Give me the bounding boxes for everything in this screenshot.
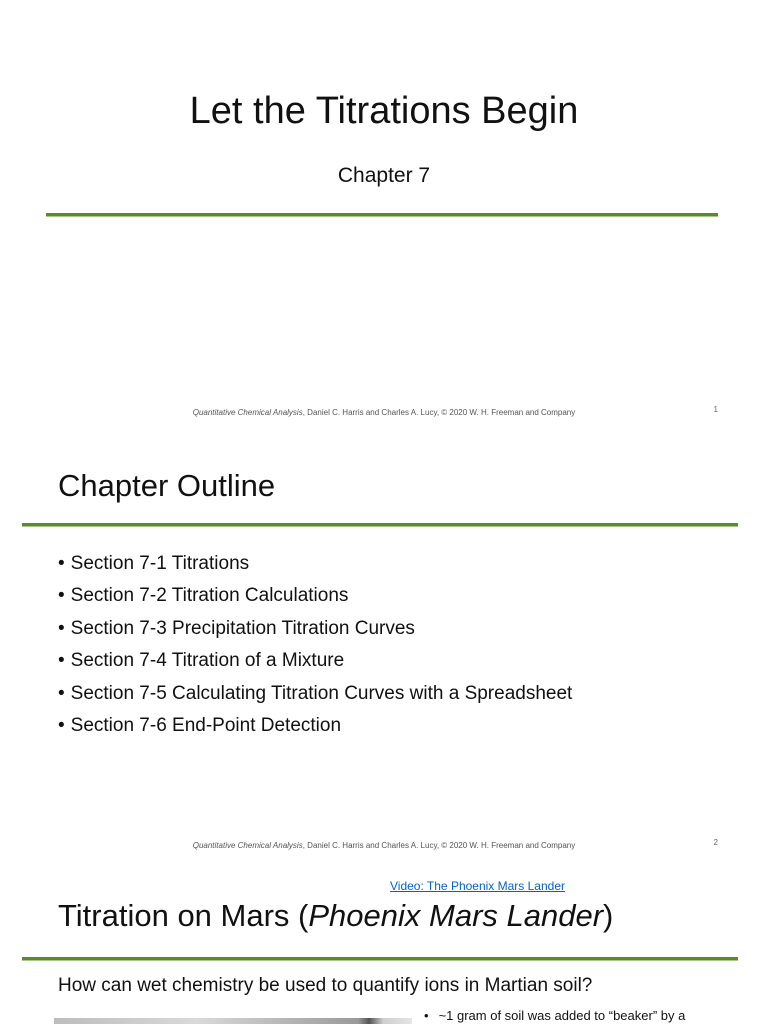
chapter-outline-list [58,548,572,742]
slide-2-footer [0,841,768,850]
bullet-icon: • [58,553,65,574]
bullet-icon: • [58,617,65,639]
slide-1-page-number: 1 [713,405,718,414]
mars-lander-image [54,1018,412,1024]
outline-item-text: Section 7-6 End-Point Detection [70,715,342,737]
outline-item-text: Section 7-3 Precipitation Titration Curves [70,617,415,639]
slide-3-question: How can wet chemistry be used to quantify ions in Martian soil? [58,975,593,996]
bullet-icon: • [424,1008,429,1023]
slide-1-subtitle: Chapter 7 [337,164,431,187]
slide-1-footer-credits: , Daniel C. Harris and Charles A. Lucy, © 2020 W. H. Freeman and Company [302,408,576,417]
slide-3-bullet-text: ~1 gram of soil was added to “beaker” by a [438,1008,686,1023]
outline-item-text: Section 7-4 Titration of a Mixture [70,650,345,672]
slide-2-title: Chapter Outline [58,468,276,503]
slide-3-bullet-item [424,1008,685,1023]
slide-3-title [58,898,613,934]
outline-item-text: Section 7-2 Titration Calculations [70,585,349,607]
outline-item [58,678,572,710]
slide-3 [0,864,768,1024]
outline-item-text: Section 7-1 Titrations [70,553,250,574]
slide-1-divider [46,213,718,217]
slide-2-divider [22,523,738,527]
outline-item [58,710,572,742]
slide-2-footer-book: Quantitative Chemical Analysis [192,841,303,850]
bullet-icon: • [58,715,65,737]
outline-item-text: Section 7-5 Calculating Titration Curves with a Spreadsheet [70,682,573,704]
slide-3-title-start: Titration on Mars ( [58,898,309,933]
bullet-icon: • [58,585,65,607]
slide-3-title-italic: Phoenix Mars Lander [308,898,604,933]
video-link[interactable]: Video: The Phoenix Mars Lander [390,879,566,893]
slide-1-title: Let the Titrations Begin [189,90,579,132]
slide-3-title-end: ) [603,898,614,933]
slide-2-page-number: 2 [713,838,718,847]
slide-1 [0,0,768,432]
slide-1-footer [0,408,768,417]
slide-2 [0,432,768,864]
slide-3-divider [22,957,738,961]
outline-item [58,548,572,580]
slide-1-footer-book: Quantitative Chemical Analysis [192,408,303,417]
outline-item [58,613,572,645]
bullet-icon: • [58,650,65,672]
bullet-icon: • [58,682,65,704]
outline-item [58,580,572,612]
slide-2-footer-credits: , Daniel C. Harris and Charles A. Lucy, © 2020 W. H. Freeman and Company [302,841,576,850]
outline-item [58,645,572,677]
